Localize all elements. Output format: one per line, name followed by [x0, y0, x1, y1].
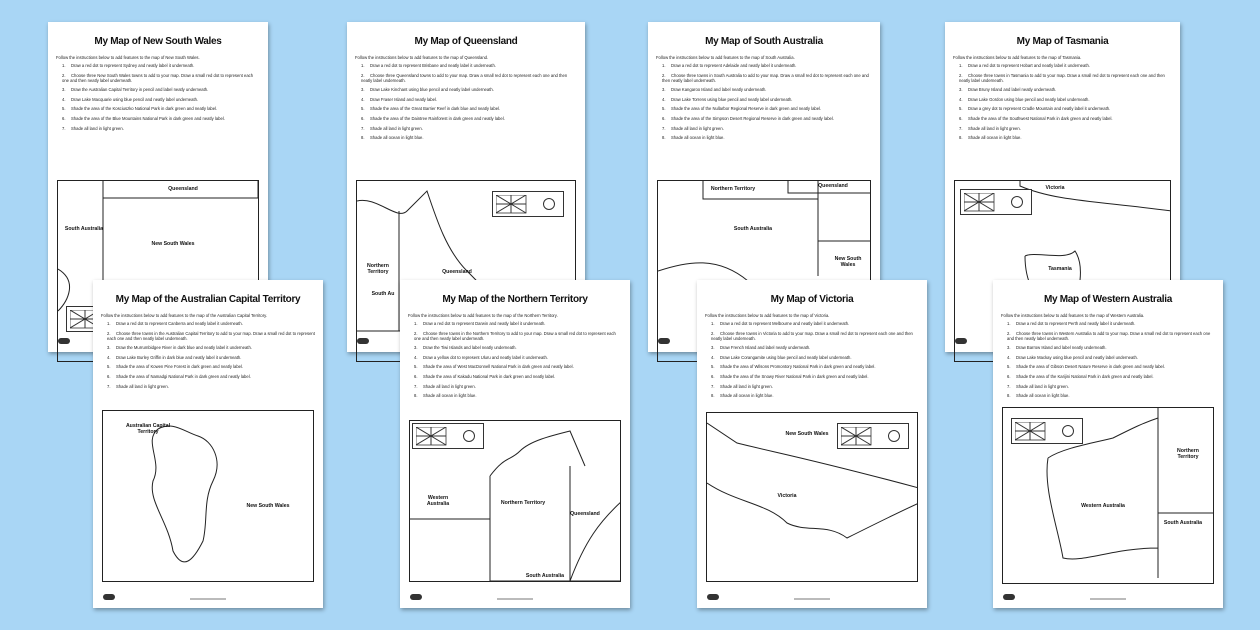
- instructions-list: [414, 321, 622, 403]
- map-label: Queensland: [442, 269, 472, 275]
- instruction-number: 6.: [62, 115, 66, 121]
- instruction-text: Draw a red dot to represent Canberra and neatly label it underneath.: [116, 321, 243, 326]
- instruction-number: 5.: [959, 106, 963, 112]
- instruction-text: Choose three New South Wales towns to add to your map. Draw a small red dot to represent each one and then neatly label underneath.: [62, 72, 254, 83]
- instruction-item: [107, 331, 315, 341]
- instruction-text: Choose three towns in Western Australia to add to your map. Draw a small red dot to represent each one and then neatly label underneath.: [1007, 330, 1211, 341]
- flag-icon: [837, 423, 909, 449]
- instruction-number: 5.: [414, 364, 418, 370]
- map-label: Tasmania: [1048, 266, 1072, 272]
- instruction-item: [62, 97, 260, 102]
- instruction-number: 8.: [662, 135, 666, 141]
- instruction-number: 5.: [662, 106, 666, 112]
- instruction-number: 6.: [662, 115, 666, 121]
- worksheet-title: My Map of the Northern Territory: [442, 294, 588, 305]
- instructions-intro: Follow the instructions below to add features to the map of Western Australia.: [1001, 313, 1145, 318]
- map-label: Victoria: [1045, 185, 1065, 191]
- instruction-text: Shade all land in light green.: [423, 383, 476, 389]
- instruction-text: Draw a red dot to represent Hobart and neatly label it underneath.: [968, 63, 1090, 68]
- instruction-number: 3.: [1007, 345, 1011, 351]
- instruction-number: 8.: [361, 135, 365, 141]
- outline-map: [409, 420, 621, 582]
- map-label: New South Wales: [246, 503, 290, 509]
- map-label: Northern Territory: [500, 500, 546, 506]
- instructions-list: [711, 321, 919, 403]
- instruction-number: 4.: [62, 96, 66, 102]
- instruction-item: [414, 345, 622, 350]
- instruction-text: Draw a red dot to represent Darwin and neatly label it underneath.: [423, 321, 546, 326]
- instruction-text: Shade the area of the Great Barrier Reef in dark blue and neatly label.: [370, 106, 501, 112]
- instruction-number: 7.: [361, 125, 365, 131]
- instruction-text: Choose three Queensland towns to add to your map. Draw a small red dot to represent each one and then neatly label underneath.: [361, 72, 568, 83]
- instruction-text: Draw Lake Burley Griffin in dark blue and neatly label it underneath.: [116, 354, 242, 360]
- instruction-number: 6.: [361, 115, 365, 121]
- instruction-number: 2.: [959, 72, 963, 78]
- instruction-item: [107, 345, 315, 350]
- map-label: Queensland: [818, 183, 848, 189]
- instruction-number: 4.: [711, 354, 715, 360]
- instruction-text: Draw Bruny Island and label neatly underneath.: [968, 87, 1057, 93]
- instruction-item: [662, 116, 872, 121]
- instructions-list: [662, 63, 872, 145]
- instruction-item: [414, 364, 622, 369]
- map-label: Victoria: [777, 493, 797, 499]
- flag-icon: [412, 423, 484, 449]
- instruction-item: [361, 97, 577, 102]
- instruction-number: 2.: [414, 330, 418, 336]
- outline-map: [102, 410, 314, 582]
- instruction-item: [662, 73, 872, 83]
- instruction-text: Shade all land in light green.: [671, 125, 724, 131]
- instruction-number: 2.: [662, 72, 666, 78]
- instruction-item: [711, 374, 919, 379]
- instruction-number: 3.: [959, 87, 963, 93]
- instruction-item: [414, 321, 622, 326]
- instruction-number: 2.: [1007, 330, 1011, 336]
- instruction-text: Choose three towns in the Australian Capital Territory to add to your map. Draw a small red dot to represent each one and then neatly label underneath.: [107, 330, 315, 341]
- instruction-item: [662, 126, 872, 131]
- map-label: New South Wales: [834, 256, 862, 268]
- instruction-number: 4.: [361, 96, 365, 102]
- worksheet-title: My Map of Victoria: [770, 294, 854, 305]
- worksheet-title: My Map of Western Australia: [1043, 294, 1173, 305]
- instructions-intro: Follow the instructions below to add features to the map of Queensland.: [355, 55, 489, 60]
- instruction-text: Shade all land in light green.: [968, 125, 1021, 131]
- instruction-item: [62, 63, 260, 68]
- instruction-number: 3.: [107, 345, 111, 351]
- instruction-number: 5.: [1007, 364, 1011, 370]
- instruction-text: Shade the area of Kowen Pine Forest in dark green and neatly label.: [116, 364, 244, 370]
- instruction-text: Draw Lake Corangamite using blue pencil and neatly label underneath.: [720, 354, 852, 360]
- instruction-number: 4.: [662, 96, 666, 102]
- instruction-text: Shade all land in light green.: [71, 125, 124, 131]
- instruction-text: Choose three towns in Victoria to add to your map. Draw a small red dot to represent each one and then neatly label underneath.: [711, 330, 913, 341]
- instruction-number: 5.: [62, 106, 66, 112]
- instruction-text: Draw the Australian Capital Territory in pencil and label neatly underneath.: [71, 87, 209, 93]
- instruction-text: Shade all ocean in light blue.: [1016, 393, 1070, 399]
- instruction-text: Draw a grey dot to represent Cradle Mountain and neatly label it underneath.: [968, 106, 1111, 112]
- instruction-item: [1007, 331, 1215, 341]
- map-outline: [103, 411, 313, 581]
- instructions-intro: Follow the instructions below to add features to the map of South Australia.: [656, 55, 795, 60]
- map-label: New South Wales: [785, 431, 829, 437]
- instructions-intro: Follow the instructions below to add features to the map of the Northern Territory.: [408, 313, 558, 318]
- instruction-item: [662, 87, 872, 92]
- instruction-item: [662, 63, 872, 68]
- map-label: Queensland: [570, 511, 600, 517]
- instruction-item: [959, 135, 1172, 140]
- instruction-number: 3.: [361, 87, 365, 93]
- instruction-item: [414, 384, 622, 389]
- instruction-text: Draw French Island and label neatly underneath.: [720, 345, 811, 351]
- instruction-text: Shade the area of Kakadu National Park in dark green and neatly label.: [423, 373, 556, 379]
- instruction-number: 1.: [711, 321, 715, 326]
- instruction-text: Draw a red dot to represent Sydney and neatly label it underneath.: [71, 63, 195, 68]
- footer-rule: [993, 598, 1223, 601]
- instruction-item: [959, 126, 1172, 131]
- instruction-item: [107, 374, 315, 379]
- instruction-number: 8.: [414, 393, 418, 399]
- instruction-text: Shade all land in light green.: [720, 383, 773, 389]
- instruction-item: [414, 331, 622, 341]
- instruction-text: Shade the area of West MacDonnell National Park in dark green and neatly label.: [423, 364, 574, 370]
- instruction-item: [959, 73, 1172, 83]
- map-label: Queensland: [168, 186, 198, 192]
- instruction-item: [662, 135, 872, 140]
- map-label: South Australia: [64, 226, 104, 232]
- instruction-item: [711, 355, 919, 360]
- instruction-text: Shade all ocean in light blue.: [671, 135, 725, 141]
- instruction-text: Draw Lake Kinchant using blue pencil and neatly label underneath.: [370, 87, 494, 93]
- map-label: Australian Capital Territory: [125, 423, 171, 435]
- instruction-text: Draw Barrow Island and label neatly underneath.: [1016, 345, 1107, 351]
- instruction-item: [662, 97, 872, 102]
- instruction-item: [62, 126, 260, 131]
- instruction-item: [1007, 374, 1215, 379]
- instruction-number: 5.: [107, 364, 111, 370]
- instruction-text: Shade all ocean in light blue.: [968, 135, 1022, 141]
- instruction-text: Draw a red dot to represent Adelaide and neatly label it underneath.: [671, 63, 797, 68]
- instructions-list: [62, 63, 260, 135]
- instruction-text: Shade the area of the Kosciuszko National Park in dark green and neatly label.: [71, 106, 218, 112]
- instruction-text: Draw the Tiwi Islands and label neatly underneath.: [423, 345, 517, 351]
- instruction-text: Draw Kangaroo Island and label neatly underneath.: [671, 87, 767, 93]
- instruction-item: [1007, 355, 1215, 360]
- worksheet-title: My Map of the Australian Capital Territory: [115, 294, 301, 305]
- instruction-number: 7.: [62, 125, 66, 131]
- instruction-item: [62, 116, 260, 121]
- instruction-number: 7.: [711, 383, 715, 389]
- instruction-text: Draw Lake Gordon using blue pencil and neatly label underneath.: [968, 96, 1090, 102]
- instruction-number: 7.: [1007, 383, 1011, 389]
- instruction-text: Choose three towns in Tasmania to add to your map. Draw a small red dot to represent each one and then neatly label underneath.: [959, 72, 1165, 83]
- instruction-number: 6.: [959, 115, 963, 121]
- instruction-item: [107, 364, 315, 369]
- map-label: New South Wales: [151, 241, 195, 247]
- instruction-text: Choose three towns in the Northern Territory to add to your map. Draw a small red dot to represent each one and then neatly label underneath.: [414, 330, 616, 341]
- instruction-text: Draw Fraser Island and neatly label.: [370, 96, 438, 102]
- instructions-list: [1007, 321, 1215, 403]
- instruction-item: [711, 331, 919, 341]
- instruction-number: 7.: [959, 125, 963, 131]
- footer-rule: [93, 598, 323, 601]
- instruction-number: 4.: [414, 354, 418, 360]
- instruction-item: [107, 384, 315, 389]
- instruction-text: Shade all land in light green.: [1016, 383, 1069, 389]
- instruction-text: Shade all ocean in light blue.: [370, 135, 424, 141]
- instruction-number: 2.: [107, 330, 111, 336]
- instruction-text: Shade the area of Namadgi National Park in dark green and neatly label.: [116, 373, 251, 379]
- instruction-number: 7.: [414, 383, 418, 389]
- instruction-number: 8.: [1007, 393, 1011, 399]
- instruction-item: [1007, 345, 1215, 350]
- instruction-text: Shade the area of the Blue Mountains National Park in dark green and neatly label.: [71, 115, 225, 121]
- map-label: Western Australia: [426, 495, 450, 507]
- worksheet-nt: [400, 280, 630, 608]
- map-label: Northern Territory: [367, 263, 389, 275]
- instruction-number: 1.: [62, 63, 66, 68]
- instruction-text: Draw a red dot to represent Melbourne and neatly label it underneath.: [720, 321, 850, 326]
- instruction-text: Shade the area of the Nullarbor Regional Reserve in dark green and neatly label.: [671, 106, 822, 112]
- instruction-item: [414, 355, 622, 360]
- instruction-number: 1.: [107, 321, 111, 326]
- instruction-item: [361, 73, 577, 83]
- map-label: South Australia: [525, 573, 565, 579]
- instruction-text: Draw Lake Torrens using blue pencil and neatly label underneath.: [671, 96, 793, 102]
- instruction-number: 6.: [414, 373, 418, 379]
- instructions-intro: Follow the instructions below to add features to the map of New South Wales.: [56, 55, 200, 60]
- instruction-number: 3.: [62, 87, 66, 93]
- flag-icon: [960, 189, 1032, 215]
- instruction-number: 1.: [959, 63, 963, 68]
- instruction-item: [662, 106, 872, 111]
- instruction-text: Shade the area of the Daintree Rainforest in dark green and neatly label.: [370, 115, 505, 121]
- instruction-number: 1.: [662, 63, 666, 68]
- outline-map: [1002, 407, 1214, 584]
- instruction-text: Draw Lake Mackay using blue pencil and neatly label underneath.: [1016, 354, 1138, 360]
- footer-rule: [697, 598, 927, 601]
- instructions-list: [107, 321, 315, 393]
- instruction-item: [361, 116, 577, 121]
- instruction-item: [62, 73, 260, 83]
- map-label: South Au: [371, 291, 395, 297]
- instruction-number: 7.: [662, 125, 666, 131]
- instruction-text: Choose three towns in South Australia to add to your map. Draw a small red dot to represent each one and then neatly label underneath.: [662, 72, 869, 83]
- instruction-item: [711, 345, 919, 350]
- instruction-item: [1007, 393, 1215, 398]
- instructions-list: [959, 63, 1172, 145]
- instruction-text: Shade the area of Wilsons Promontory National Park in dark green and neatly label.: [720, 364, 876, 370]
- instruction-text: Shade the area of Gibson Desert Nature Reserve in dark green and neatly label.: [1016, 364, 1165, 370]
- instruction-item: [62, 87, 260, 92]
- instruction-item: [1007, 384, 1215, 389]
- instruction-number: 1.: [414, 321, 418, 326]
- map-label: South Australia: [1163, 520, 1203, 526]
- instruction-text: Shade the area of the Snowy River National Park in dark green and neatly label.: [720, 373, 869, 379]
- instruction-number: 3.: [414, 345, 418, 351]
- instruction-item: [361, 63, 577, 68]
- instruction-item: [711, 321, 919, 326]
- worksheet-wa: [993, 280, 1223, 608]
- instruction-number: 8.: [711, 393, 715, 399]
- instruction-item: [107, 355, 315, 360]
- instruction-item: [959, 87, 1172, 92]
- footer-rule: [400, 598, 630, 601]
- worksheet-vic: [697, 280, 927, 608]
- instruction-item: [361, 106, 577, 111]
- instruction-item: [711, 364, 919, 369]
- outline-map: [706, 412, 918, 582]
- instruction-text: Draw a red dot to represent Perth and neatly label it underneath.: [1016, 321, 1136, 326]
- map-label: South Australia: [733, 226, 773, 232]
- instruction-number: 3.: [662, 87, 666, 93]
- instruction-text: Shade the area of the Southwest National Park in dark green and neatly label.: [968, 115, 1113, 121]
- instruction-text: Shade the area of the Karijini National Park in dark green and neatly label.: [1016, 373, 1154, 379]
- instruction-item: [959, 116, 1172, 121]
- instruction-text: Shade all land in light green.: [116, 383, 169, 389]
- instruction-item: [1007, 321, 1215, 326]
- map-label: Northern Territory: [1177, 448, 1199, 460]
- instructions-intro: Follow the instructions below to add features to the map of the Australian Capital Territory.: [101, 313, 268, 318]
- instruction-text: Draw a yellow dot to represent Uluru and neatly label it underneath.: [423, 354, 548, 360]
- instruction-item: [62, 106, 260, 111]
- worksheet-act: [93, 280, 323, 608]
- instruction-number: 8.: [959, 135, 963, 141]
- instruction-text: Draw Lake Macquarie using blue pencil and neatly label underneath.: [71, 96, 199, 102]
- worksheet-title: My Map of Queensland: [414, 36, 518, 47]
- map-label: Northern Territory: [710, 186, 756, 192]
- instruction-number: 1.: [361, 63, 365, 68]
- instruction-item: [361, 135, 577, 140]
- instruction-text: Shade all land in light green.: [370, 125, 423, 131]
- instruction-number: 4.: [107, 354, 111, 360]
- instruction-item: [107, 321, 315, 326]
- instruction-number: 6.: [711, 373, 715, 379]
- instruction-number: 4.: [959, 96, 963, 102]
- instruction-item: [959, 106, 1172, 111]
- instruction-number: 6.: [107, 373, 111, 379]
- instruction-item: [711, 393, 919, 398]
- instruction-number: 4.: [1007, 354, 1011, 360]
- instruction-item: [414, 374, 622, 379]
- instruction-item: [959, 97, 1172, 102]
- instruction-text: Draw a red dot to represent Brisbane and neatly label it underneath.: [370, 63, 496, 68]
- instruction-number: 5.: [361, 106, 365, 112]
- instruction-item: [959, 63, 1172, 68]
- flag-icon: [1011, 418, 1083, 444]
- instruction-number: 7.: [107, 383, 111, 389]
- map-label: Western Australia: [1081, 503, 1125, 509]
- worksheet-title: My Map of Tasmania: [1016, 36, 1109, 47]
- instructions-intro: Follow the instructions below to add features to the map of Tasmania.: [953, 55, 1082, 60]
- instruction-number: 2.: [711, 330, 715, 336]
- instruction-number: 2.: [361, 72, 365, 78]
- instruction-number: 3.: [711, 345, 715, 351]
- instruction-number: 6.: [1007, 373, 1011, 379]
- instruction-number: 2.: [62, 72, 66, 78]
- worksheet-title: My Map of New South Wales: [94, 36, 222, 47]
- instruction-number: 1.: [1007, 321, 1011, 326]
- instruction-text: Shade all ocean in light blue.: [423, 393, 477, 399]
- instruction-number: 5.: [711, 364, 715, 370]
- instructions-intro: Follow the instructions below to add features to the map of Victoria.: [705, 313, 830, 318]
- instruction-item: [361, 87, 577, 92]
- instruction-text: Draw the Murrumbidgee River in dark blue and neatly label it underneath.: [116, 345, 252, 351]
- instruction-item: [361, 126, 577, 131]
- instruction-text: Shade the area of the Simpson Desert Regional Reserve in dark green and neatly label.: [671, 115, 834, 121]
- instruction-item: [414, 393, 622, 398]
- instruction-item: [711, 384, 919, 389]
- instruction-text: Shade all ocean in light blue.: [720, 393, 774, 399]
- worksheet-title: My Map of South Australia: [705, 36, 823, 47]
- instruction-item: [1007, 364, 1215, 369]
- instructions-list: [361, 63, 577, 145]
- flag-icon: [492, 191, 564, 217]
